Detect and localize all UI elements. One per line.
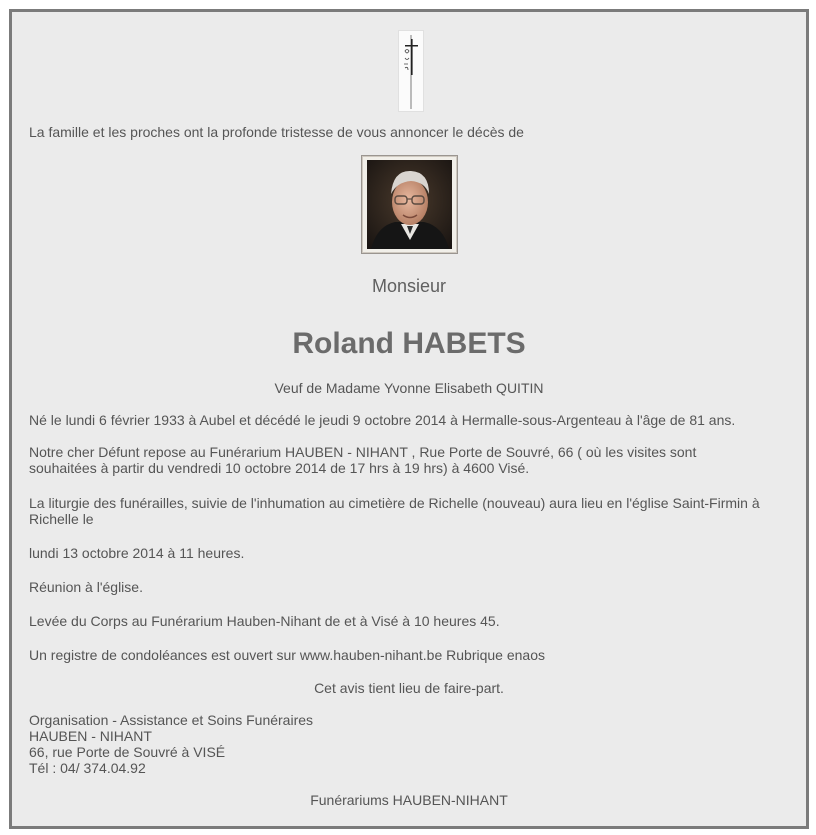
registry-text: Un registre de condoléances est ouvert sur www.hauben-nihant.be Rubrique enaos [29,647,545,663]
levee-text: Levée du Corps au Funérarium Hauben-Nihant de et à Visé à 10 heures 45. [29,613,500,629]
ceremony-date: lundi 13 octobre 2014 à 11 heures. [29,545,245,561]
intro-text: La famille et les proches ont la profonde tristesse de vous annoncer le décès de [29,124,524,140]
photo-frame [361,155,458,254]
birth-death-text: Né le lundi 6 février 1933 à Aubel et décédé le jeudi 9 octobre 2014 à Hermalle-sous-Argenteau à l'âge de 81 ans. [29,412,736,428]
organisation-block [29,712,791,776]
organisation-line: Tél : 04/ 374.04.92 [29,760,146,776]
liturgy-text [29,495,791,527]
cross-icon [398,30,424,112]
organisation-line: HAUBEN - NIHANT [29,728,152,744]
liturgy-line: La liturgie des funérailles, suivie de l'inhumation au cimetière de Richelle (nouveau) aura lieu en l'église Saint-Firmin à [29,495,760,511]
organisation-line: 66, rue Porte de Souvré à VISÉ [29,744,226,760]
repose-line: Notre cher Défunt repose au Funérarium HAUBEN - NIHANT , Rue Porte de Souvré, 66 ( où les visites sont [29,444,697,460]
repose-text [29,444,791,476]
reunion-text: Réunion à l'église. [29,579,143,595]
organisation-line: Organisation - Assistance et Soins Funéraires [29,712,314,728]
deceased-name: Roland HABETS [292,327,526,360]
liturgy-line: Richelle le [29,511,94,527]
obituary-frame [9,9,809,829]
repose-line: souhaitées à partir du vendredi 10 octobre 2014 de 17 hrs à 19 hrs) à 4600 Visé. [29,460,530,476]
footer-signature: Funérariums HAUBEN-NIHANT [310,792,508,808]
portrait-photo [367,160,452,249]
spouse-line: Veuf de Madame Yvonne Elisabeth QUITIN [274,380,544,396]
faire-part-notice: Cet avis tient lieu de faire-part. [314,680,504,696]
honorific: Monsieur [371,276,447,296]
